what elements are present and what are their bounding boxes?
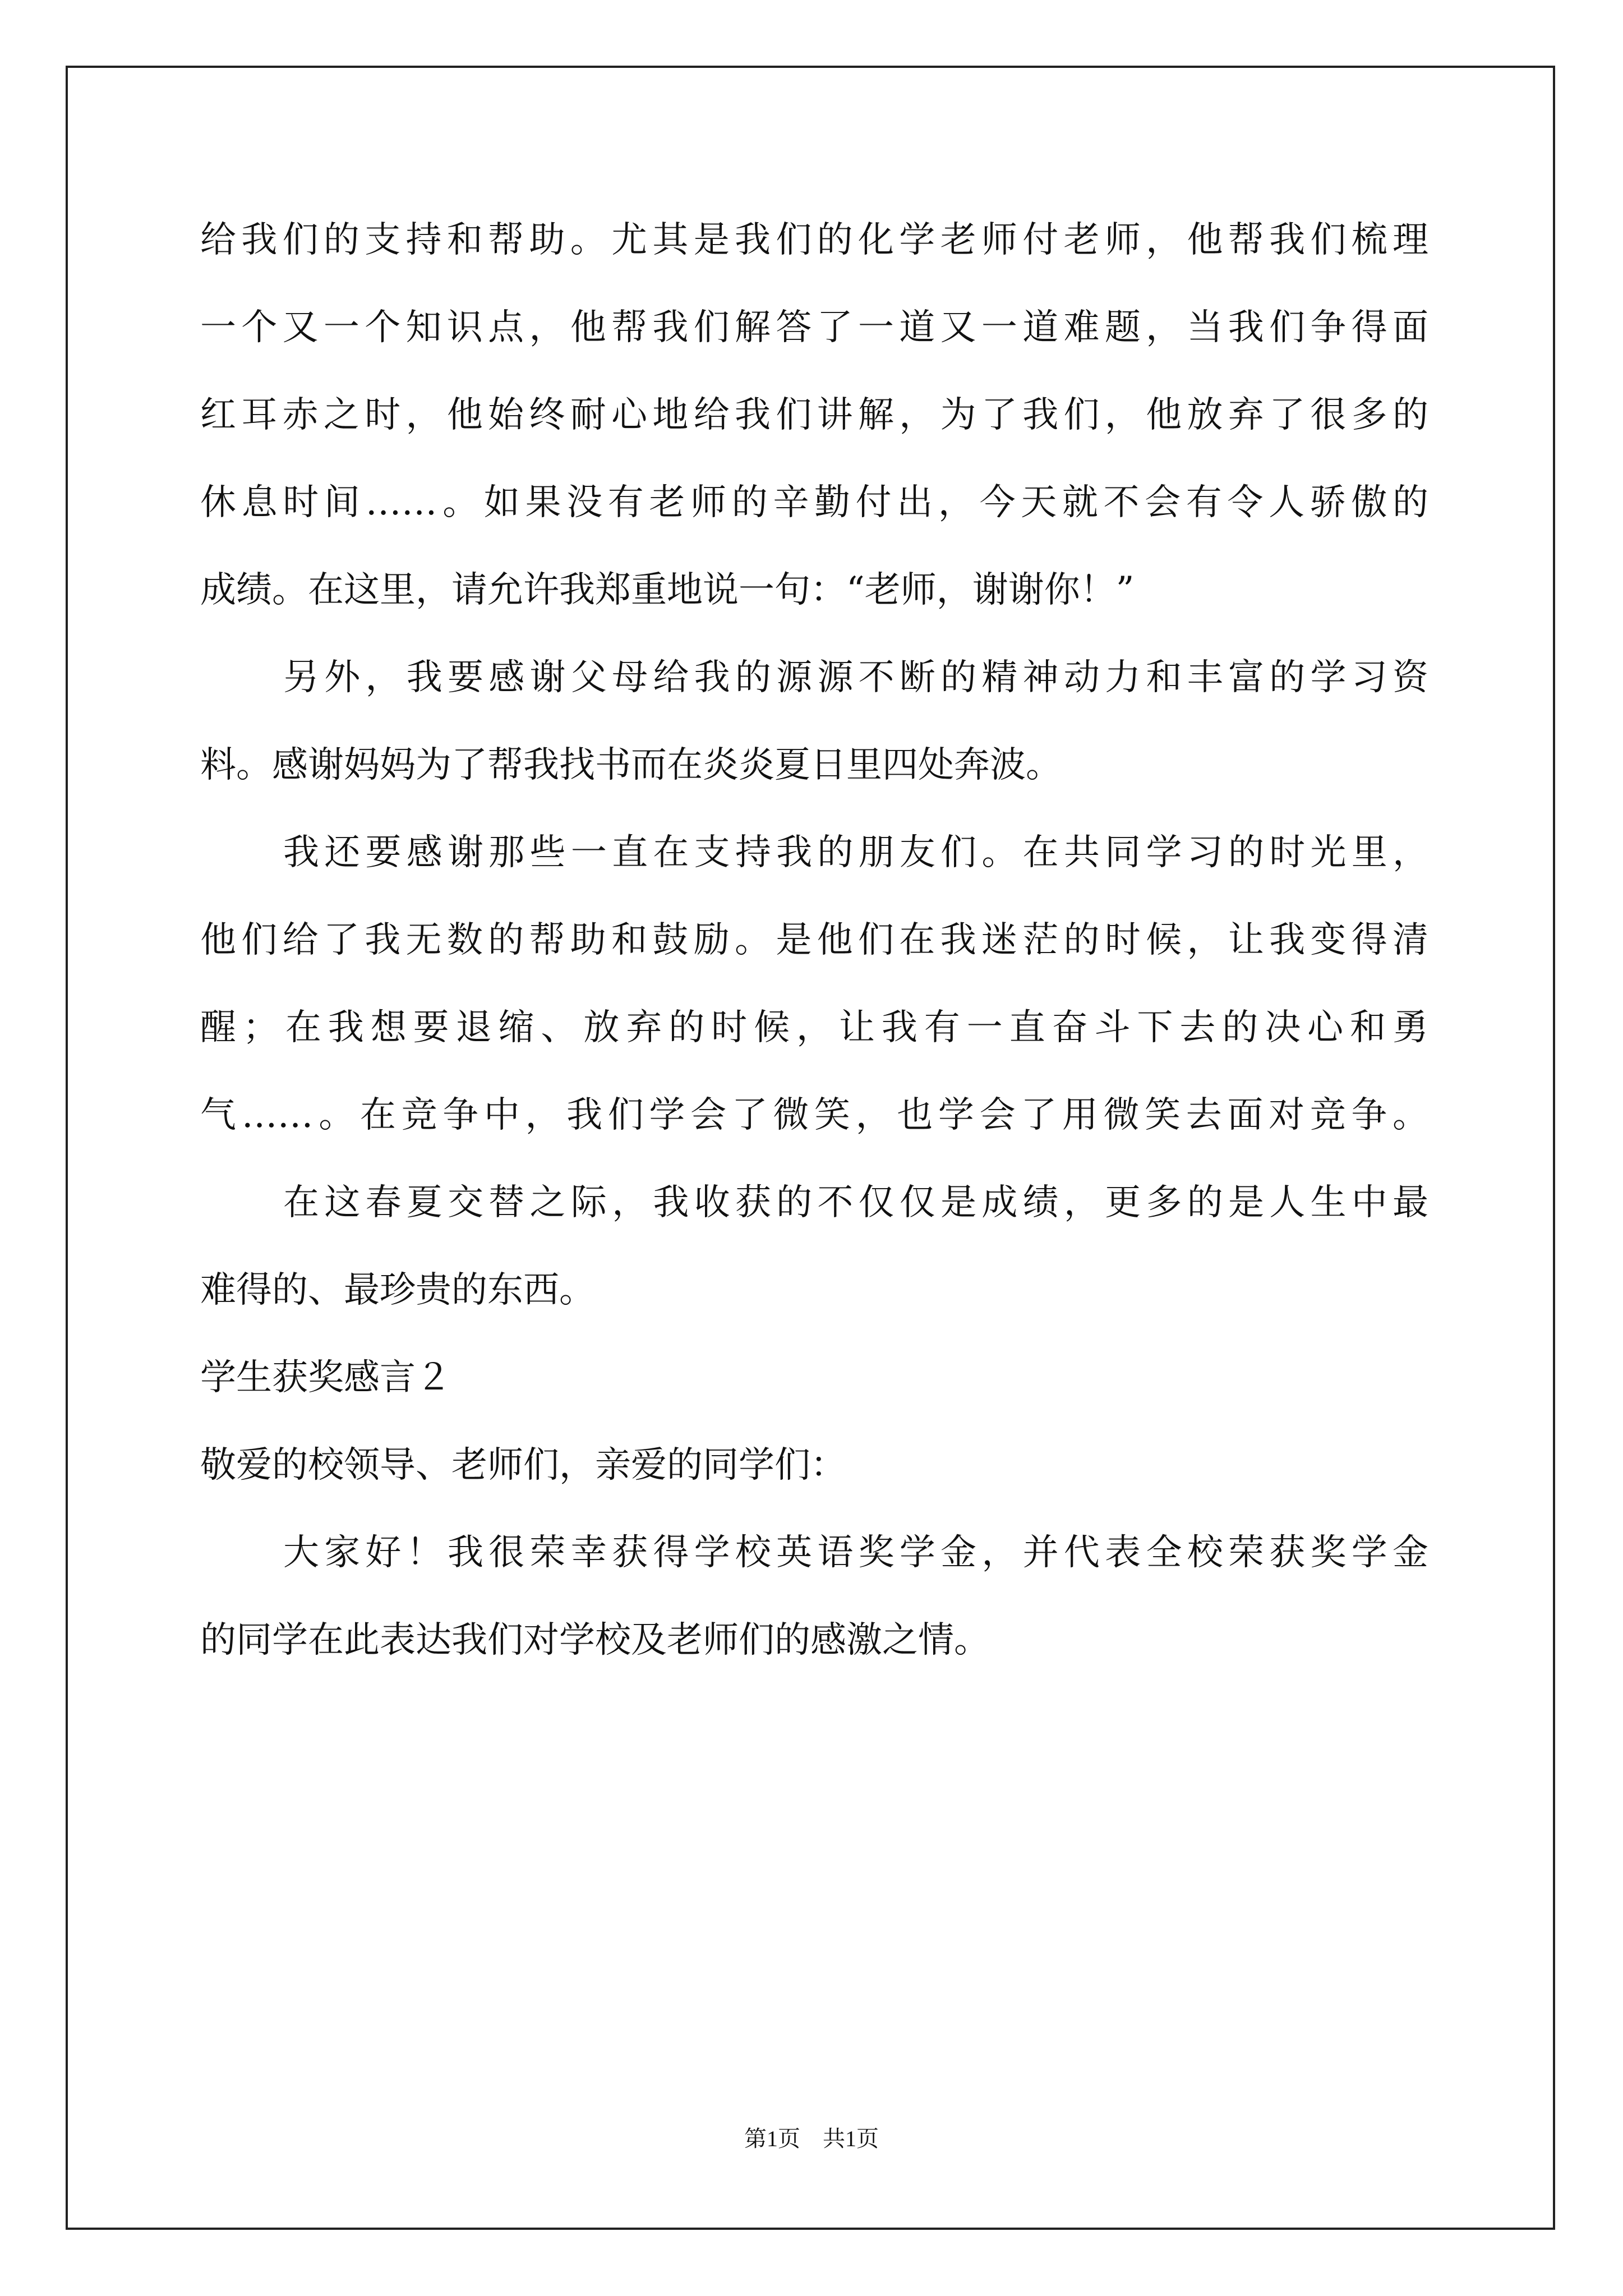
text-line: 难得的、最珍贵的东西。 bbox=[200, 1269, 595, 1311]
text-line: 的同学在此表达我们对学校及老师们的感激之情。 bbox=[200, 1619, 990, 1661]
text-line: 另外，我要感谢父母给我的源源不断的精神动力和丰富的学习资 bbox=[283, 657, 1428, 698]
text-line: 大家好！我很荣幸获得学校英语奖学金，并代表全校荣获奖学金 bbox=[283, 1532, 1428, 1573]
page-footer: 第1页 共1页 bbox=[744, 2126, 879, 2151]
text-line: 给我们的支持和帮助。尤其是我们的化学老师付老师，他帮我们梳理 bbox=[200, 219, 1428, 261]
text-line: 在这春夏交替之际，我收获的不仅仅是成绩，更多的是人生中最 bbox=[283, 1182, 1428, 1223]
text-line: 成绩。在这里，请允许我郑重地说一句：“老师，谢谢你！” bbox=[200, 569, 1135, 611]
text-line: 气……。在竞争中，我们学会了微笑，也学会了用微笑去面对竞争。 bbox=[200, 1094, 1428, 1136]
text-line: 我还要感谢那些一直在支持我的朋友们。在共同学习的时光里， bbox=[283, 832, 1428, 873]
text-line: 一个又一个知识点，他帮我们解答了一道又一道难题，当我们争得面 bbox=[200, 307, 1428, 348]
text-line: 红耳赤之时，他始终耐心地给我们讲解，为了我们，他放弃了很多的 bbox=[200, 394, 1428, 436]
salutation: 敬爱的校领导、老师们，亲爱的同学们： bbox=[200, 1444, 846, 1486]
text-line: 料。感谢妈妈为了帮我找书而在炎炎夏日里四处奔波。 bbox=[200, 744, 1062, 786]
section-heading: 学生获奖感言２ bbox=[200, 1357, 451, 1398]
text-line: 他们给了我无数的帮助和鼓励。是他们在我迷茫的时候，让我变得清 bbox=[200, 919, 1428, 961]
text-line: 休息时间……。如果没有老师的辛勤付出，今天就不会有令人骄傲的 bbox=[200, 482, 1428, 523]
text-line: 醒；在我想要退缩、放弃的时候，让我有一直奋斗下去的决心和勇 bbox=[200, 1007, 1428, 1048]
